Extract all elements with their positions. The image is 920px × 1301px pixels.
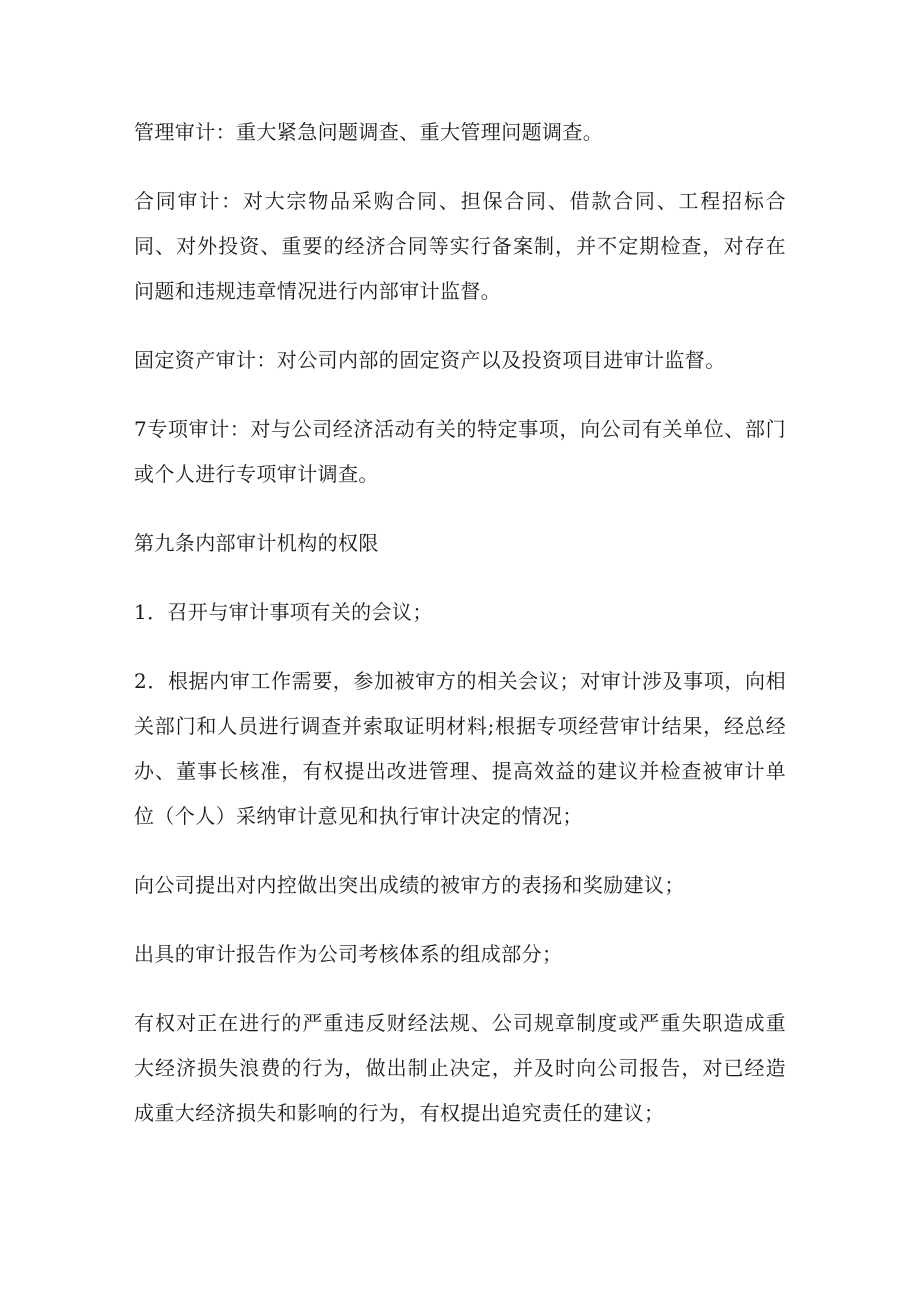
paragraph-management-audit: 管理审计：重大紧急问题调查、重大管理问题调查。 xyxy=(134,120,604,144)
list-item-2: 2．根据内审工作需要，参加被审方的相关会议；对审计涉及事项，向相关部门和人员进行调查并索取证明材料;根据专项经营审计结果，经总经办、董事长核准，有权提出改进管理、提高效益的建议并检查被审计单位（个人）采纳审计意见和执行审计决定的情况； xyxy=(134,669,786,828)
paragraph-stop-violations: 有权对正在进行的严重违反财经法规、公司规章制度或严重失职造成重大经济损失浪费的行为，做出制止决定，并及时向公司报告，对已经造成重大经济损失和影响的行为，有权提出追究责任的建议； xyxy=(134,1011,786,1125)
paragraph-contract-audit: 合同审计：对大宗物品采购合同、担保合同、借款合同、工程招标合同、对外投资、重要的经济合同等实行备案制，并不定期检查，对存在问题和违规违章情况进行内部审计监督。 xyxy=(134,189,786,303)
paragraph-fixed-asset-audit: 固定资产审计：对公司内部的固定资产以及投资项目进审计监督。 xyxy=(134,348,726,372)
list-item-1: 1．召开与审计事项有关的会议； xyxy=(134,600,433,624)
paragraph-audit-report: 出具的审计报告作为公司考核体系的组成部分； xyxy=(134,942,563,966)
section-heading-article-9: 第九条内部审计机构的权限 xyxy=(134,531,379,555)
paragraph-commendation: 向公司提出对内控做出突出成绩的被审方的表扬和奖励建议； xyxy=(134,873,685,897)
paragraph-special-audit: 7专项审计：对与公司经济活动有关的特定事项，向公司有关单位、部门或个人进行专项审计调查。 xyxy=(134,417,786,486)
document-body xyxy=(134,110,786,1160)
